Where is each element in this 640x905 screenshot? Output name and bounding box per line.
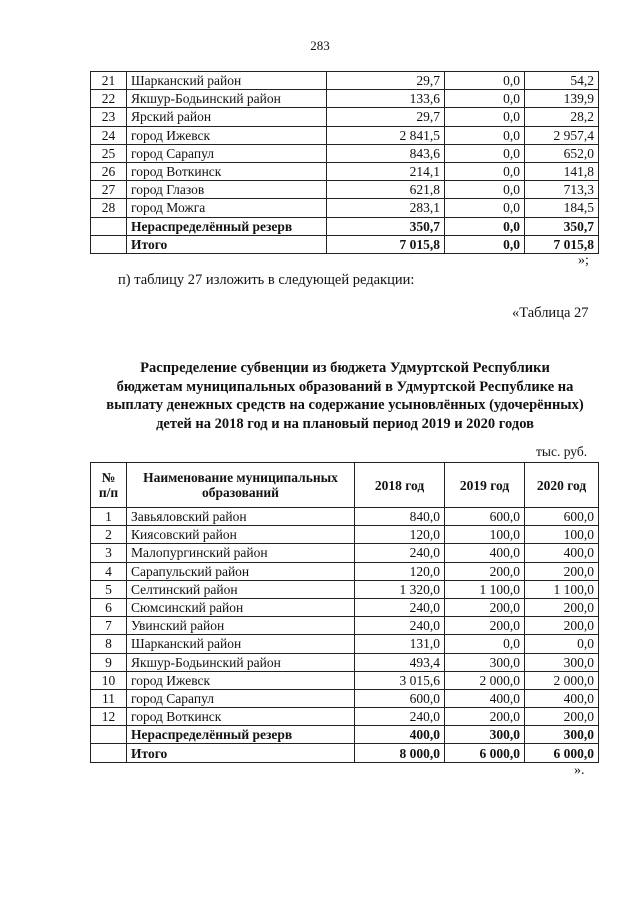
row-number: 10	[91, 671, 127, 689]
header-2018: 2018 год	[355, 463, 445, 508]
reserve-row	[91, 726, 599, 744]
row-value-1: 2 841,5	[327, 126, 445, 144]
row-name: Якшур-Бодьинский район	[127, 90, 327, 108]
row-name: Селтинский район	[127, 580, 355, 598]
row-value-1: 214,1	[327, 162, 445, 180]
table-row	[91, 671, 599, 689]
row-value-2018: 493,4	[355, 653, 445, 671]
row-value-2019: 200,0	[445, 598, 525, 616]
reserve-row	[91, 217, 599, 235]
table-27	[90, 462, 599, 763]
row-number: 6	[91, 598, 127, 616]
table-row	[91, 580, 599, 598]
header-row	[91, 463, 599, 508]
row-value-2: 0,0	[445, 126, 525, 144]
row-value-3: 7 015,8	[525, 235, 599, 253]
table-row	[91, 617, 599, 635]
row-number: 1	[91, 508, 127, 526]
row-name: Нераспределённый резерв	[127, 726, 355, 744]
row-number: 4	[91, 562, 127, 580]
row-name: город Можга	[127, 199, 327, 217]
table-row	[91, 90, 599, 108]
row-number: 28	[91, 199, 127, 217]
row-value-2018: 240,0	[355, 617, 445, 635]
row-value-2020: 100,0	[525, 526, 599, 544]
row-name: Шарканский район	[127, 635, 355, 653]
row-name: Завьяловский район	[127, 508, 355, 526]
row-value-2018: 3 015,6	[355, 671, 445, 689]
page-number: 283	[310, 38, 330, 53]
row-value-2018: 840,0	[355, 508, 445, 526]
row-value-2019: 400,0	[445, 689, 525, 707]
header-name-line: Наименование муниципальных	[143, 470, 338, 485]
row-value-2020: 300,0	[525, 726, 599, 744]
row-value-2018: 120,0	[355, 526, 445, 544]
row-name: Малопургинский район	[127, 544, 355, 562]
row-value-2: 0,0	[445, 235, 525, 253]
row-value-2019: 100,0	[445, 526, 525, 544]
row-value-2018: 600,0	[355, 689, 445, 707]
row-number: 26	[91, 162, 127, 180]
row-number: 7	[91, 617, 127, 635]
row-value-2019: 600,0	[445, 508, 525, 526]
row-value-2018: 120,0	[355, 562, 445, 580]
row-name: Итого	[127, 744, 355, 762]
row-number: 11	[91, 689, 127, 707]
row-value-2: 0,0	[445, 72, 525, 90]
row-number: 23	[91, 108, 127, 126]
table-row	[91, 508, 599, 526]
table-heading	[80, 359, 610, 433]
row-value-1: 29,7	[327, 72, 445, 90]
row-number	[91, 217, 127, 235]
row-number: 22	[91, 90, 127, 108]
table-row	[91, 181, 599, 199]
row-name: Сарапульский район	[127, 562, 355, 580]
row-name: Киясовский район	[127, 526, 355, 544]
row-value-3: 713,3	[525, 181, 599, 199]
row-number: 21	[91, 72, 127, 90]
header-number-line: №	[101, 470, 116, 485]
row-number: 8	[91, 635, 127, 653]
row-value-2020: 300,0	[525, 653, 599, 671]
row-value-2020: 400,0	[525, 544, 599, 562]
quote-end: »;	[578, 253, 589, 268]
row-value-2019: 300,0	[445, 653, 525, 671]
row-value-2018: 240,0	[355, 544, 445, 562]
row-value-2: 0,0	[445, 181, 525, 199]
heading-line: бюджетам муниципальных образований в Удмуртской Республике на	[116, 378, 574, 395]
row-value-2020: 200,0	[525, 562, 599, 580]
table-row	[91, 108, 599, 126]
row-name: Увинский район	[127, 617, 355, 635]
table-continued	[90, 71, 599, 254]
table-row	[91, 562, 599, 580]
row-value-3: 652,0	[525, 144, 599, 162]
row-name: Итого	[127, 235, 327, 253]
row-value-2019: 300,0	[445, 726, 525, 744]
table-row	[91, 689, 599, 707]
header-number-line: п/п	[98, 485, 119, 500]
table-row	[91, 653, 599, 671]
row-number: 25	[91, 144, 127, 162]
row-value-3: 350,7	[525, 217, 599, 235]
row-value-1: 621,8	[327, 181, 445, 199]
header-name-line: образований	[202, 485, 279, 500]
row-value-2: 0,0	[445, 162, 525, 180]
closing-quote: ».	[574, 763, 585, 778]
instruction-text: п) таблицу 27 изложить в следующей редакции:	[118, 272, 415, 288]
row-name: город Ижевск	[127, 671, 355, 689]
header-2019: 2019 год	[445, 463, 525, 508]
row-value-2020: 200,0	[525, 708, 599, 726]
row-name: Сюмсинский район	[127, 598, 355, 616]
table-row	[91, 598, 599, 616]
table-row	[91, 708, 599, 726]
row-number: 24	[91, 126, 127, 144]
table-row	[91, 72, 599, 90]
row-value-2020: 2 000,0	[525, 671, 599, 689]
row-number: 3	[91, 544, 127, 562]
row-value-2020: 0,0	[525, 635, 599, 653]
row-value-2019: 400,0	[445, 544, 525, 562]
row-name: город Ижевск	[127, 126, 327, 144]
row-value-3: 2 957,4	[525, 126, 599, 144]
heading-line: Распределение субвенции из бюджета Удмуртской Республики	[140, 360, 550, 376]
heading-line: выплату денежных средств на содержание усыновлённых (удочерённых)	[106, 397, 584, 413]
row-value-1: 7 015,8	[327, 235, 445, 253]
row-value-3: 28,2	[525, 108, 599, 126]
row-value-2019: 2 000,0	[445, 671, 525, 689]
row-number: 5	[91, 580, 127, 598]
table-row	[91, 162, 599, 180]
row-value-3: 184,5	[525, 199, 599, 217]
row-value-2020: 600,0	[525, 508, 599, 526]
row-number	[91, 726, 127, 744]
header-name	[127, 463, 355, 508]
row-value-2019: 200,0	[445, 562, 525, 580]
row-number: 9	[91, 653, 127, 671]
table-row	[91, 544, 599, 562]
row-value-1: 29,7	[327, 108, 445, 126]
row-value-2018: 240,0	[355, 708, 445, 726]
row-value-2019: 0,0	[445, 635, 525, 653]
row-value-2: 0,0	[445, 217, 525, 235]
row-name: город Сарапул	[127, 144, 327, 162]
table-row	[91, 126, 599, 144]
row-value-3: 139,9	[525, 90, 599, 108]
row-value-2: 0,0	[445, 199, 525, 217]
row-value-2: 0,0	[445, 108, 525, 126]
row-value-1: 843,6	[327, 144, 445, 162]
row-name: город Сарапул	[127, 689, 355, 707]
row-value-2020: 200,0	[525, 617, 599, 635]
table-label: «Таблица 27	[512, 305, 589, 321]
row-value-2: 0,0	[445, 144, 525, 162]
row-value-2019: 6 000,0	[445, 744, 525, 762]
row-name: Якшур-Бодьинский район	[127, 653, 355, 671]
row-value-2020: 200,0	[525, 598, 599, 616]
row-value-2019: 200,0	[445, 708, 525, 726]
total-row	[91, 744, 599, 762]
row-value-2020: 6 000,0	[525, 744, 599, 762]
table-row	[91, 526, 599, 544]
row-value-2018: 240,0	[355, 598, 445, 616]
header-number	[91, 463, 127, 508]
row-value-2020: 1 100,0	[525, 580, 599, 598]
row-value-1: 133,6	[327, 90, 445, 108]
row-value-2018: 400,0	[355, 726, 445, 744]
row-value-2018: 1 320,0	[355, 580, 445, 598]
row-name: город Воткинск	[127, 708, 355, 726]
row-value-2: 0,0	[445, 90, 525, 108]
row-name: Ярский район	[127, 108, 327, 126]
row-value-3: 141,8	[525, 162, 599, 180]
row-name: город Глазов	[127, 181, 327, 199]
table-row	[91, 144, 599, 162]
row-number: 12	[91, 708, 127, 726]
row-value-2018: 8 000,0	[355, 744, 445, 762]
row-number: 2	[91, 526, 127, 544]
unit-label: тыс. руб.	[536, 444, 588, 459]
row-value-2018: 131,0	[355, 635, 445, 653]
row-value-2019: 1 100,0	[445, 580, 525, 598]
row-value-2019: 200,0	[445, 617, 525, 635]
total-row	[91, 235, 599, 253]
row-number	[91, 744, 127, 762]
table-row	[91, 635, 599, 653]
row-number: 27	[91, 181, 127, 199]
row-value-2020: 400,0	[525, 689, 599, 707]
row-name: Шарканский район	[127, 72, 327, 90]
row-value-1: 283,1	[327, 199, 445, 217]
heading-line: детей на 2018 год и на плановый период 2019 и 2020 годов	[156, 415, 534, 432]
header-2020: 2020 год	[525, 463, 599, 508]
row-number	[91, 235, 127, 253]
row-value-1: 350,7	[327, 217, 445, 235]
row-value-3: 54,2	[525, 72, 599, 90]
table-row	[91, 199, 599, 217]
row-name: Нераспределённый резерв	[127, 217, 327, 235]
row-name: город Воткинск	[127, 162, 327, 180]
